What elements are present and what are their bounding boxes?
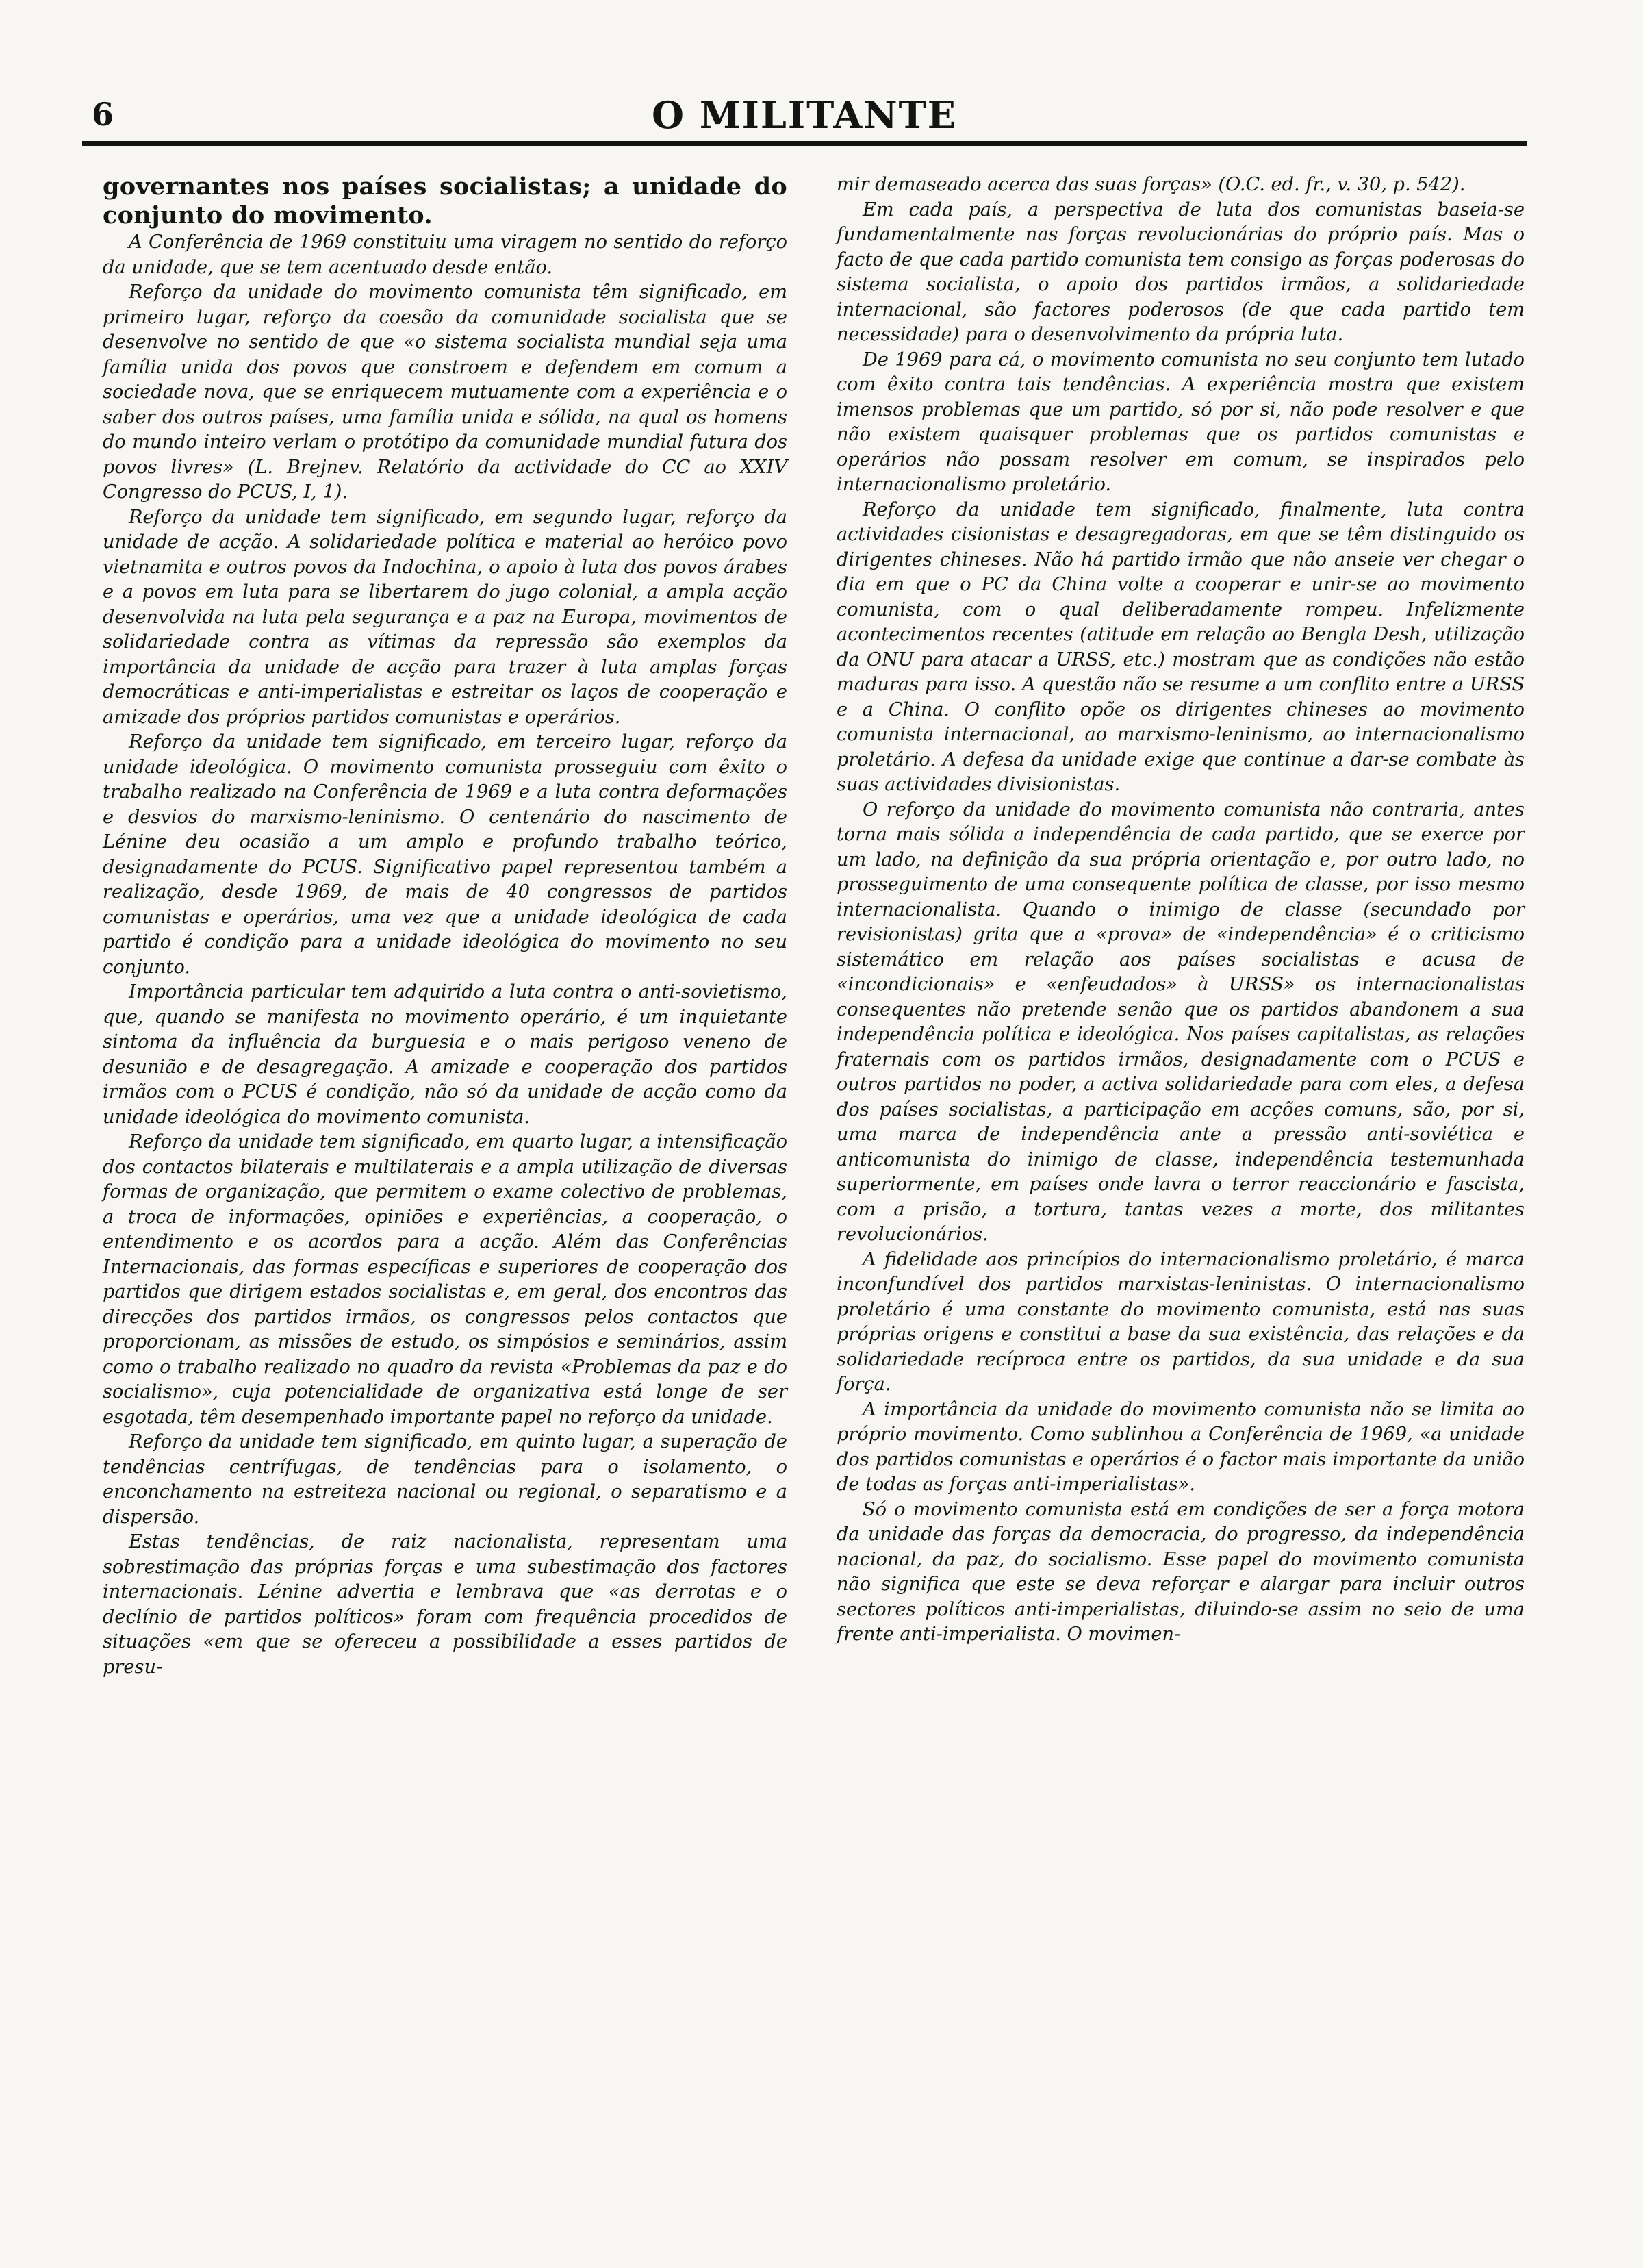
right-column [837,173,1525,1648]
article-paragraph: A fidelidade aos princípios do internacionalismo proletário, é marca inconfundível dos partidos marxistas-leninistas. O internacionalismo proletário é uma constante do movimento comunista, está nas suas próprias origens e constitui a base da sua existência, das relações e da solidariedade recíproca entre os partidos, da sua unidade e da sua força. [837,1248,1525,1395]
article-paragraph: Reforço da unidade tem significado, em terceiro lugar, reforço da unidade ideológica. O movimento comunista prosseguiu com êxito o trabalho realizado na Conferência de 1969 e a luta contra deformações e desvios do marxismo-leninismo. O centenário do nascimento de Lénine deu ocasião a um amplo e profundo trabalho teórico, designadamente do PCUS. Significativo papel representou também a realização, desde 1969, de mais de 40 congressos de partidos comunistas e operários, uma vez que a unidade ideológica de cada partido é condição para a unidade ideológica do movimento no seu conjunto. [103,731,787,978]
left-column [103,173,787,1680]
article-paragraph: Reforço da unidade tem significado, finalmente, luta contra actividades cisionistas e desagregadoras, em que se têm distinguido os dirigentes chineses. Não há partido irmão que não anseie ver chegar o dia em que o PC da China volte a cooperar e unir-se ao movimento comunista, com o qual deliberadamente rompeu. Infelizmente acontecimentos recentes (atitude em relação ao Bengla Desh, utilização da ONU para atacar a URSS, etc.) mostram que as condições não estão maduras para isso. A questão não se resume a um conflito entre a URSS e a China. O conflito opõe os dirigentes chineses ao movimento comunista internacional, ao marxismo-leninismo, ao internacionalismo proletário. A defesa da unidade exige que continue a dar-se combate às suas actividades divisionistas. [837,499,1525,795]
article-paragraph: A importância da unidade do movimento comunista não se limita ao próprio movimento. Como sublinhou a Conferência de 1969, «a unidade dos partidos comunistas e operários é o factor mais importante da união de todas as forças anti-imperialistas». [837,1398,1525,1495]
article-paragraph: De 1969 para cá, o movimento comunista no seu conjunto tem lutado com êxito contra tais tendências. A experiência mostra que existem imensos problemas que um partido, só por si, não pode resolver e que não existem quaisquer problemas que os partidos comunistas e operários não possam resolver em comum, se inspirados pelo internacionalismo proletário. [837,349,1525,495]
publication-title: O MILITANTE [652,93,957,137]
article-paragraph: governantes nos países socialistas; a unidade do conjunto do movimento. [103,173,787,229]
article-paragraph: Reforço da unidade tem significado, em quarto lugar, a intensificação dos contactos bilaterais e multilaterais e a ampla utilização de diversas formas de organização, que permitem o exame colectivo de problemas, a troca de informações, opiniões e experiências, a cooperação, o entendimento e os acordos para a acção. Além das Conferências Internacionais, das formas específicas e superiores de cooperação dos partidos que dirigem estados socialistas e, em geral, dos encontros das direcções dos partidos irmãos, os congressos pelos contactos que proporcionam, as missões de estudo, os simpósios e seminários, assim como o trabalho realizado no quadro da revista «Problemas da paz e do socialismo», cuja potencialidade de organizativa está longe de ser esgotada, têm desempenhado importante papel no reforço da unidade. [103,1131,787,1428]
article-paragraph: Só o movimento comunista está em condições de ser a força motora da unidade das forças da democracia, do progresso, da independência nacional, da paz, do socialismo. Esse papel do movimento comunista não significa que este se deva reforçar e alargar para incluir outros sectores políticos anti-imperialistas, diluindo-se assim no seio de uma frente anti-imperialista. O movimen- [837,1498,1525,1645]
article-paragraph: O reforço da unidade do movimento comunista não contraria, antes torna mais sólida a independência de cada partido, que se exerce por um lado, na definição da sua própria orientação e, por outro lado, no prosseguimento de uma consequente política de classe, por isso mesmo internacionalista. Quando o inimigo de classe (secundado por revisionistas) grita que a «prova» de «independência» é o criticismo sistemático em relação aos países socialistas e acusa de «incondicionais» e «enfeudados» à URSS» os internacionalistas consequentes não pretende senão que os partidos abandonem a sua independência política e ideológica. Nos países capitalistas, as relações fraternais com os partidos irmãos, designadamente com o PCUS e outros partidos no poder, a activa solidariedade para com eles, a defesa dos países socialistas, a participação em acções comuns, são, por si, uma marca de independência ante a pressão anti-soviética e anticomunista do inimigo de classe, independência testemunhada superiormente, em países onde lavra o terror reaccionário e fascista, com a prisão, a tortura, tantas vezes a morte, dos militantes revolucionários. [837,798,1525,1245]
article-paragraph: Estas tendências, de raiz nacionalista, representam uma sobrestimação das próprias forças e uma subestimação dos factores internacionais. Lénine advertia e lembrava que «as derrotas e o declínio de partidos políticos» foram com frequência procedidos de situações «em que se ofereceu a possibilidade a esses partidos de presu- [103,1531,787,1678]
article-paragraph: Importância particular tem adquirido a luta contra o anti-sovietismo, que, quando se manifesta no movimento operário, é um inquietante sintoma da influência da burguesia e o mais perigoso veneno de desunião e de desagregação. A amizade e cooperação dos partidos irmãos com o PCUS é condição, não só da unidade de acção como da unidade ideológica do movimento comunista. [103,981,787,1128]
article-paragraph: Reforço da unidade tem significado, em segundo lugar, reforço da unidade de acção. A solidariedade política e material ao heróico povo vietnamita e outros povos da Indochina, o apoio à luta dos povos árabes e a povos em luta para se libertarem do jugo colonial, a ampla acção desenvolvida na luta pela segurança e a paz na Europa, movimentos de solidariedade contra as vítimas da repressão são exemplos da importância da unidade de acção para trazer à luta amplas forças democráticas e anti-imperialistas e estreitar os laços de cooperação e amizade dos próprios partidos comunistas e operários. [103,506,787,728]
page-number: 6 [92,96,114,133]
page-header [82,89,1527,144]
article-paragraph: A Conferência de 1969 constituiu uma viragem no sentido do reforço da unidade, que se tem acentuado desde então. [103,231,787,278]
article-paragraph: Reforço da unidade do movimento comunista têm significado, em primeiro lugar, reforço da coesão da comunidade socialista que se desenvolve no sentido de que «o sistema socialista mundial seja uma família unida dos povos que constroem e defendem em comum a sociedade nova, que se enriquecem mutuamente com a experiência e o saber dos outros países, uma família unida e sólida, na qual os homens do mundo inteiro verlam o protótipo da comunidade mundial futura dos povos livres» (L. Brejnev. Relatório da actividade do CC ao XXIV Congresso do PCUS, I, 1). [103,281,787,503]
article-paragraph: mir demaseado acerca das suas forças» (O.C. ed. fr., v. 30, p. 542). [837,174,1466,195]
header-rule [82,141,1527,146]
article-paragraph: Em cada país, a perspectiva de luta dos comunistas baseia-se fundamentalmente nas forças revolucionárias do próprio país. Mas o facto de que cada partido comunista tem consigo as forças poderosas do sistema socialista, o apoio dos partidos irmãos, a solidariedade internacional, são factores poderosos (de que cada partido tem necessidade) para o desenvolvimento da própria luta. [837,199,1525,345]
article-paragraph: Reforço da unidade tem significado, em quinto lugar, a superação de tendências centrífugas, de tendências para o isolamento, o enconchamento na estreiteza nacional ou regional, o separatismo e a dispersão. [103,1431,787,1528]
